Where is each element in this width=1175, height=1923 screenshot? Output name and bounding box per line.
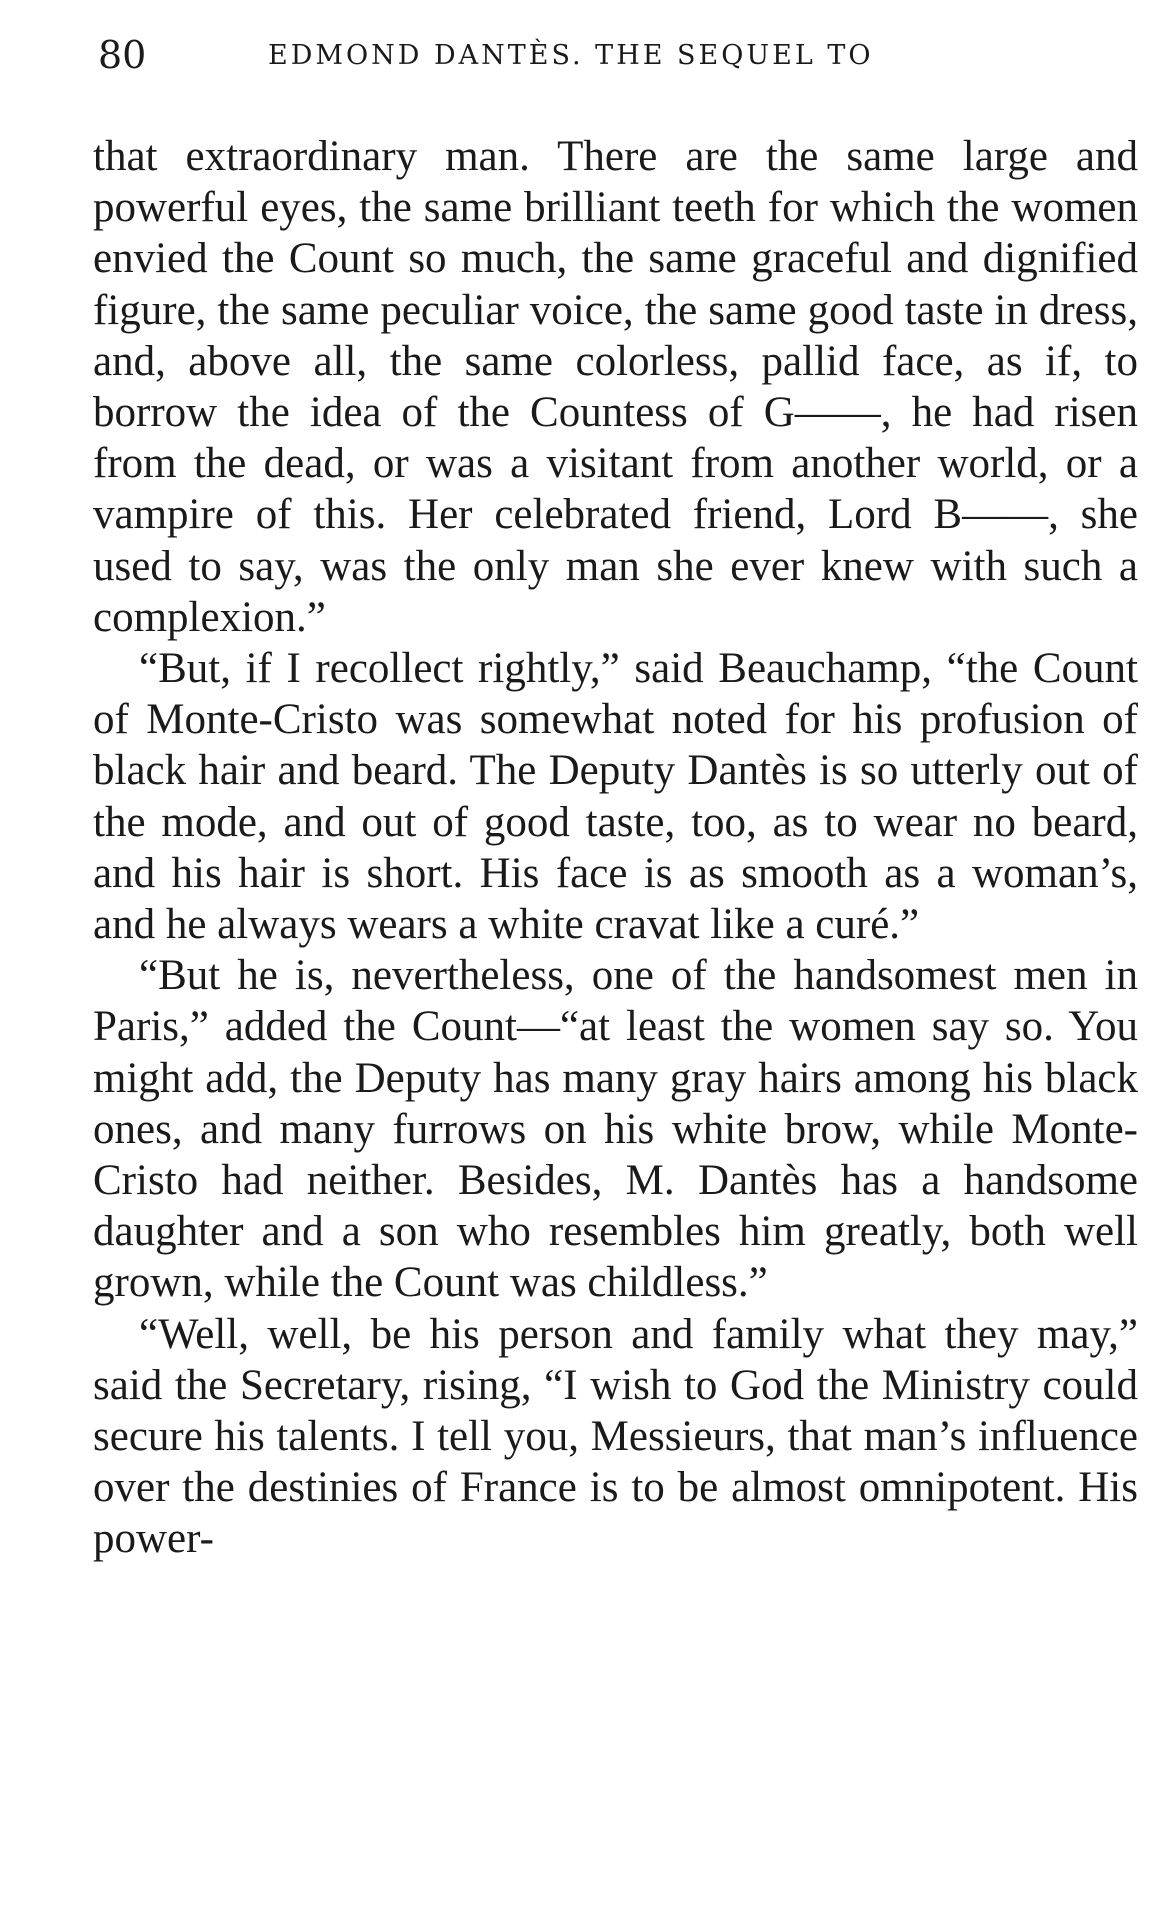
running-head: EDMOND DANTÈS. THE SEQUEL TO — [268, 40, 874, 71]
page-header — [98, 30, 1048, 80]
page-number: 80 — [98, 33, 147, 77]
paragraph: “But he is, nevertheless, one of the handsomest men in Paris,” added the Count—“at least the women say so. You might add, the Deputy has many gray hairs among his black ones, and many furrows on his white brow, while Monte-Cristo had neither. Besides, M. Dantès has a handsome daughter and a son who resembles him greatly, both well grown, while the Count was childless.” — [93, 952, 1138, 1307]
paragraph: “But, if I recollect rightly,” said Beauchamp, “the Count of Monte-Cristo was somewhat noted for his profusion of black hair and beard. The Deputy Dantès is so utterly out of the mode, and out of good taste, too, as to wear no beard, and his hair is short. His face is as smooth as a woman’s, and he always wears a white cravat like a curé.” — [93, 645, 1138, 949]
paragraph: that extraordinary man. There are the same large and powerful eyes, the same brilliant teeth for which the women envied the Count so much, the same graceful and dignified figure, the same peculiar voice, the same good taste in dress, and, above all, the same colorless, pallid face, as if, to borrow the idea of the Countess of G——, he had risen from the dead, or was a visitant from another world, or a vampire of this. Her celebrated friend, Lord B——, she used to say, was the only man she ever knew with such a complexion.” — [93, 133, 1138, 641]
paragraph: “Well, well, be his person and family what they may,” said the Secretary, rising, “I wish to God the Ministry could secure his talents. I tell you, Messieurs, that man’s influence over the destinies of France is to be almost omnipotent. His power- — [93, 1310, 1138, 1563]
body-text — [93, 131, 1138, 1565]
